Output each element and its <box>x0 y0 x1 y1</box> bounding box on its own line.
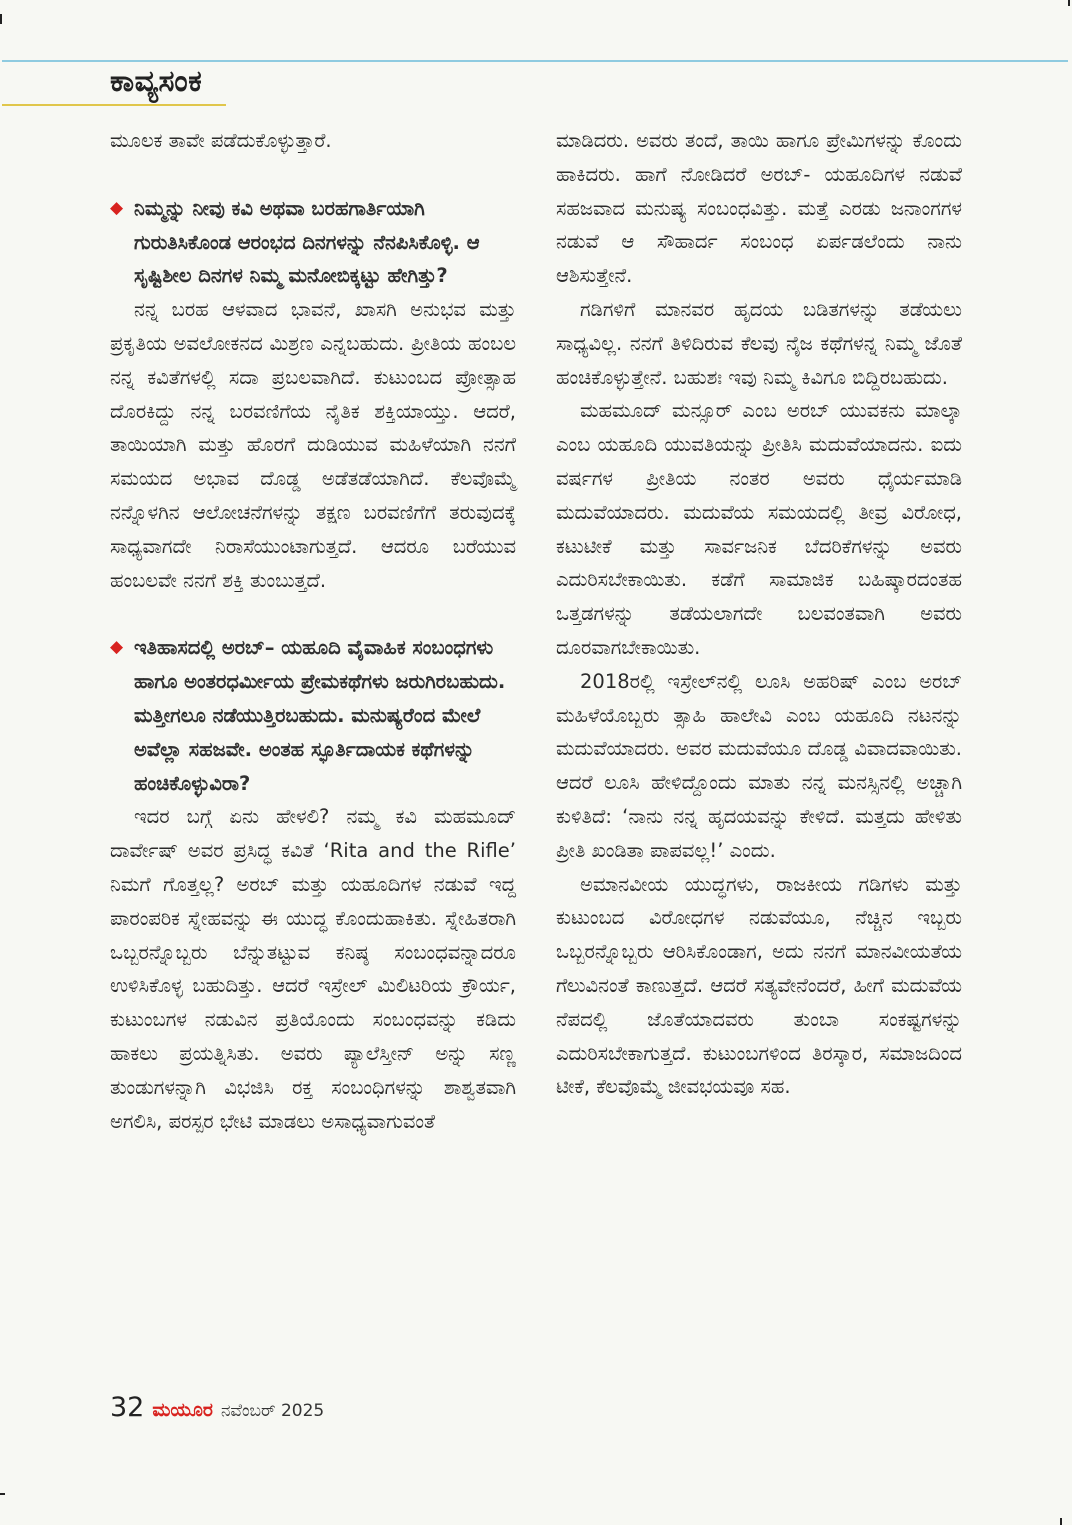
crop-mark-top-right <box>1068 0 1070 6</box>
question-2 <box>110 631 516 800</box>
magazine-logo: ಮಯೂರ <box>152 1399 213 1421</box>
header-rule-top <box>2 60 1068 62</box>
page-number: 32 <box>110 1392 145 1423</box>
paragraph-gap <box>110 158 516 192</box>
question-1-text: ನಿಮ್ಮನ್ನು ನೀವು ಕವಿ ಅಥವಾ ಬರಹಗಾರ್ತಿಯಾಗಿ ಗುರುತಿಸಿಕೊಂಡ ಆರಂಭದ ದಿನಗಳನ್ನು ನೆನಪಿಸಿಕೊಳ್ಳಿ. ಆ ಸೃಷ್ಟಿಶೀಲ ದಿನಗಳ ನಿಮ್ಮ ಮನೋಬಿಕ್ಕಟ್ಟು ಹೇಗಿತ್ತು? <box>134 196 480 288</box>
question-2-text: ಇತಿಹಾಸದಲ್ಲಿ ಅರಬ್– ಯಹೂದಿ ವೈವಾಹಿಕ ಸಂಬಂಧಗಳು ಹಾಗೂ ಅಂತರಧರ್ಮೀಯ ಪ್ರೇಮಕಥೆಗಳು ಜರುಗಿರಬಹುದು. ಮತ್ತೀಗಲೂ ನಡೆಯುತ್ತಿರಬಹುದು. ಮನುಷ್ಯರೆಂದ ಮೇಲೆ ಅವೆಲ್ಲಾ ಸಹಜವೇ. ಅಂತಹ ಸ್ಫೂರ್ತಿದಾಯಕ ಕಥೆಗಳನ್ನು ಹಂಚಿಕೊಳ್ಳುವಿರಾ? <box>134 636 506 795</box>
paragraph-4: 2018ರಲ್ಲಿ ಇಸ್ರೇಲ್‌ನಲ್ಲಿ ಲೂಸಿ ಅಹರಿಷ್ ಎಂಬ ಅರಬ್ ಮಹಿಳೆಯೊಬ್ಬರು ತ್ಸಾಹಿ ಹಾಲೇವಿ ಎಂಬ ಯಹೂದಿ ನಟನನ್ನು ಮದುವೆಯಾದರು. ಅವರ ಮದುವೆಯೂ ದೊಡ್ಡ ವಿವಾದವಾಯಿತು. ಆದರೆ ಲೂಸಿ ಹೇಳಿದ್ದೊಂದು ಮಾತು ನನ್ನ ಮನಸ್ಸಿನಲ್ಲಿ ಅಚ್ಚಾಗಿ ಕುಳಿತಿದೆ: ‘ನಾನು ನನ್ನ ಹೃದಯವನ್ನು ಕೇಳಿದೆ. ಮತ್ತದು ಹೇಳಿತು ಪ್ರೀತಿ ಖಂಡಿತಾ ಪಾಪವಲ್ಲ!’ ಎಂದು. <box>556 669 962 862</box>
crop-mark-bottom-left <box>0 1493 5 1495</box>
header-rule-bottom <box>2 104 226 106</box>
intro-line: ಮೂಲಕ ತಾವೇ ಪಡೆದುಕೊಳ್ಳುತ್ತಾರೆ. <box>110 129 332 152</box>
paragraph-gap <box>110 597 516 631</box>
left-column <box>110 124 516 1138</box>
diamond-bullet-icon: ◆ <box>110 197 124 218</box>
paragraph-3: ಮಹಮೂದ್ ಮನ್ಸೂರ್ ಎಂಬ ಅರಬ್ ಯುವಕನು ಮಾಲ್ಕಾ ಎಂಬ ಯಹೂದಿ ಯುವತಿಯನ್ನು ಪ್ರೀತಿಸಿ ಮದುವೆಯಾದನು. ಐದು ವರ್ಷಗಳ ಪ್ರೀತಿಯ ನಂತರ ಅವರು ಧೈರ್ಯಮಾಡಿ ಮದುವೆಯಾದರು. ಮದುವೆಯ ಸಮಯದಲ್ಲಿ ತೀವ್ರ ವಿರೋಧ, ಕಟುಟೀಕೆ ಮತ್ತು ಸಾರ್ವಜನಿಕ ಬೆದರಿಕೆಗಳನ್ನು ಅವರು ಎದುರಿಸಬೇಕಾಯಿತು. ಕಡೆಗೆ ಸಾಮಾಜಿಕ ಬಹಿಷ್ಕಾರದಂತಹ ಒತ್ತಡಗಳನ್ನು ತಡೆಯಲಾಗದೇ ಬಲವಂತವಾಗಿ ಅವರು ದೂರವಾಗಬೇಕಾಯಿತು. <box>556 399 962 659</box>
answer-2: ಇದರ ಬಗ್ಗೆ ಏನು ಹೇಳಲಿ? ನಮ್ಮ ಕವಿ ಮಹಮೂದ್ ದಾರ್ವೇಷ್ ಅವರ ಪ್ರಸಿದ್ಧ ಕವಿತೆ ‘Rita and the Rifle’ ನಿಮಗೆ ಗೊತ್ತಲ್ಲ? ಅರಬ್ ಮತ್ತು ಯಹೂದಿಗಳ ನಡುವೆ ಇದ್ದ ಪಾರಂಪರಿಕ ಸ್ನೇಹವನ್ನು ಈ ಯುದ್ಧ ಕೊಂದುಹಾಕಿತು. ಸ್ನೇಹಿತರಾಗಿ ಒಬ್ಬರನ್ನೊಬ್ಬರು ಬೆನ್ನುತಟ್ಟುವ ಕನಿಷ್ಠ ಸಂಬಂಧವನ್ನಾದರೂ ಉಳಿಸಿಕೊಳ್ಳ ಬಹುದಿತ್ತು. ಆದರೆ ಇಸ್ರೇಲ್ ಮಿಲಿಟರಿಯ ಕ್ರೌರ್ಯ, ಕುಟುಂಬಗಳ ನಡುವಿನ ಪ್ರತಿಯೊಂದು ಸಂಬಂಧವನ್ನು ಕಡಿದು ಹಾಕಲು ಪ್ರಯತ್ನಿಸಿತು. ಅವರು ಪ್ಯಾಲೆಸ್ತೀನ್ ಅನ್ನು ಸಣ್ಣ ತುಂಡುಗಳನ್ನಾಗಿ ವಿಭಜಿಸಿ ರಕ್ತ ಸಂಬಂಧಿಗಳನ್ನು ಶಾಶ್ವತವಾಗಿ ಅಗಲಿಸಿ, ಪರಸ್ಪರ ಭೇಟಿ ಮಾಡಲು ಅಸಾಧ್ಯವಾಗುವಂತೆ <box>110 805 516 1133</box>
paragraph-1: ಮಾಡಿದರು. ಅವರು ತಂದೆ, ತಾಯಿ ಹಾಗೂ ಪ್ರೇಮಿಗಳನ್ನು ಕೊಂದು ಹಾಕಿದರು. ಹಾಗೆ ನೋಡಿದರೆ ಅರಬ್- ಯಹೂದಿಗಳ ನಡುವೆ ಸಹಜವಾದ ಮನುಷ್ಯ ಸಂಬಂಧವಿತ್ತು. ಮತ್ತೆ ಎರಡು ಜನಾಂಗಗಳ ನಡುವೆ ಆ ಸೌಹಾರ್ದ ಸಂಬಂಧ ಏರ್ಪಡಲೆಂದು ನಾನು ಆಶಿಸುತ್ತೇನೆ. <box>556 129 962 288</box>
paragraph-5: ಅಮಾನವೀಯ ಯುದ್ಧಗಳು, ರಾಜಕೀಯ ಗಡಿಗಳು ಮತ್ತು ಕುಟುಂಬದ ವಿರೋಧಗಳ ನಡುವೆಯೂ, ನೆಚ್ಚಿನ ಇಬ್ಬರು ಒಬ್ಬರನ್ನೊಬ್ಬರು ಆರಿಸಿಕೊಂಡಾಗ, ಅದು ನನಗೆ ಮಾನವೀಯತೆಯ ಗೆಲುವಿನಂತೆ ಕಾಣುತ್ತದೆ. ಆದರೆ ಸತ್ಯವೇನೆಂದರೆ, ಹೀಗೆ ಮದುವೆಯ ನೆಪದಲ್ಲಿ ಜೊತೆಯಾದವರು ತುಂಬಾ ಸಂಕಷ್ಟಗಳನ್ನು ಎದುರಿಸಬೇಕಾಗುತ್ತದೆ. ಕುಟುಂಬಗಳಿಂದ ತಿರಸ್ಕಾರ, ಸಮಾಜದಿಂದ ಟೀಕೆ, ಕೆಲವೊಮ್ಮೆ ಜೀವಭಯವೂ ಸಹ. <box>556 872 962 1099</box>
crop-mark-top-left <box>0 14 2 24</box>
issue-date: ನವೆಂಬರ್ 2025 <box>220 1401 325 1421</box>
page-footer <box>110 1392 324 1432</box>
section-title: ಕಾವ್ಯಸಂಕ <box>110 64 203 99</box>
answer-1: ನನ್ನ ಬರಹ ಆಳವಾದ ಭಾವನೆ, ಖಾಸಗಿ ಅನುಭವ ಮತ್ತು ಪ್ರಕೃತಿಯ ಅವಲೋಕನದ ಮಿಶ್ರಣ ಎನ್ನಬಹುದು. ಪ್ರೀತಿಯ ಹಂಬಲ ನನ್ನ ಕವಿತೆಗಳಲ್ಲಿ ಸದಾ ಪ್ರಬಲವಾಗಿದೆ. ಕುಟುಂಬದ ಪ್ರೋತ್ಸಾಹ ದೊರಕಿದ್ದು ನನ್ನ ಬರವಣಿಗೆಯ ನೈತಿಕ ಶಕ್ತಿಯಾಯ್ತು. ಆದರೆ, ತಾಯಿಯಾಗಿ ಮತ್ತು ಹೊರಗೆ ದುಡಿಯುವ ಮಹಿಳೆಯಾಗಿ ನನಗೆ ಸಮಯದ ಅಭಾವ ದೊಡ್ಡ ಅಡೆತಡೆಯಾಗಿದೆ. ಕೆಲವೊಮ್ಮೆ ನನ್ನೊಳಗಿನ ಆಲೋಚನೆಗಳನ್ನು ತಕ್ಷಣ ಬರವಣಿಗೆಗೆ ತರುವುದಕ್ಕೆ ಸಾಧ್ಯವಾಗದೇ ನಿರಾಸೆಯುಂಟಾಗುತ್ತದೆ. ಆದರೂ ಬರೆಯುವ ಹಂಬಲವೇ ನನಗೆ ಶಕ್ತಿ ತುಂಬುತ್ತದೆ. <box>110 298 516 592</box>
question-1 <box>110 192 516 293</box>
paragraph-2: ಗಡಿಗಳಿಗೆ ಮಾನವರ ಹೃದಯ ಬಡಿತಗಳನ್ನು ತಡೆಯಲು ಸಾಧ್ಯವಿಲ್ಲ. ನನಗೆ ತಿಳಿದಿರುವ ಕೆಲವು ನೈಜ ಕಥೆಗಳನ್ನ ನಿಮ್ಮ ಜೊತೆ ಹಂಚಿಕೊಳ್ಳುತ್ತೇನೆ. ಬಹುಶಃ ಇವು ನಿಮ್ಮ ಕಿವಿಗೂ ಬಿದ್ದಿರಬಹುದು. <box>556 297 962 389</box>
diamond-bullet-icon: ◆ <box>110 637 124 658</box>
crop-mark-bottom-right <box>1060 1518 1062 1525</box>
right-column <box>556 124 962 1104</box>
